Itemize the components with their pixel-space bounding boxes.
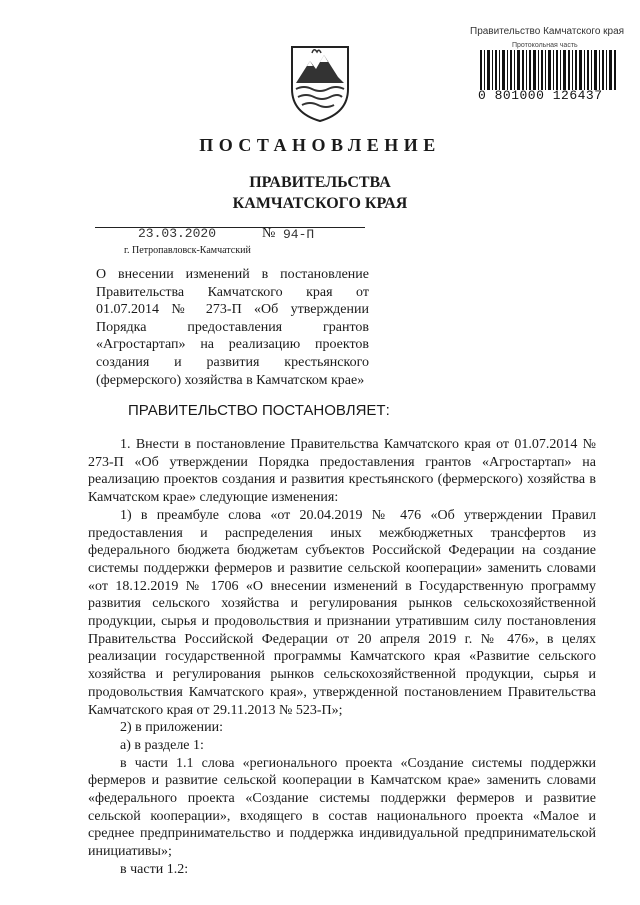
issuer-line-2: КАМЧАТСКОГО КРАЯ [232, 195, 408, 212]
document-date: 23.03.2020 [138, 226, 217, 241]
paragraph-1: 1. Внести в постановление Правительства Камчатского края от 01.07.2014 № 273-П «Об утверждении Порядка предоставления грантов «Агростартап» на реализацию проектов создания и развития крестьянского (фермерского) хозяйства в Камчатском крае» следующие изменения: [88, 437, 596, 506]
number-sign: № [262, 226, 276, 241]
document-number: 94-П [283, 227, 315, 242]
paragraph-5: в части 1.1 слова «регионального проекта «Создание системы поддержки фермеров и развитие сельской кооперации в Камчатском крае» заменить словами «федерального проекта «Создание системы поддержки фермеров и развитие сельской кооперации», входящего в состав национального проекта «Малое и среднее предпринимательство и поддержка индивидуальной предпринимательской инициативы»; [88, 755, 596, 860]
stamp-label: Протокольная часть [512, 42, 578, 49]
document-body [88, 436, 596, 879]
document-type: ПОСТАНОВЛЕНИЕ [199, 135, 441, 155]
paragraph-4: а) в разделе 1: [120, 737, 204, 753]
paragraph-3: 2) в приложении: [120, 720, 223, 736]
barcode-number: 0 801000 126437 [478, 88, 603, 103]
place-of-issue: г. Петропавловск-Камчатский [124, 245, 251, 256]
resolves-heading: ПРАВИТЕЛЬСТВО ПОСТАНОВЛЯЕТ: [128, 402, 390, 419]
stamp-org: Правительство Камчатского края [470, 26, 625, 37]
issuer-line-1: ПРАВИТЕЛЬСТВА [249, 174, 391, 191]
issuer [0, 172, 640, 214]
date-underline [95, 226, 365, 228]
paragraph-2: 1) в преамбуле слова «от 20.04.2019 № 476 «Об утверждении Правил предоставления и распределения иных межбюджетных трансфертов из федерального бюджета бюджетам субъектов Российской Федерации на создание системы поддержки фермеров и развитие сельской кооперации» заменить словами «от 18.12.2019 № 1706 «О внесении изменений в Государственную программу развития сельского хозяйства и регулирования рынков сельскохозяйственной продукции, сырья и продовольствия и признании утратившим силу постановления Правительства Российской Федерации от 20 апреля 2019 г. № 476», в целях реализации государственной программы Камчатского края «Развитие сельского хозяйства и регулирования рынков сельскохозяйственной продукции, сырья и продовольствия Камчатского края», утвержденной постановлением Правительства Камчатского края от 29.11.2013 № 523-П»; [88, 507, 596, 718]
paragraph-6: в части 1.2: [120, 861, 189, 877]
kamchatka-coat-of-arms-icon [288, 43, 352, 123]
barcode-icon [478, 50, 618, 90]
document-title: О внесении изменений в постановление Правительства Камчатского края от 01.07.2014 № 273-П «Об утверждении Порядка предоставления грантов «Агростартап» на реализацию проектов создания и развития крестьянского (фермерского) хозяйства в Камчатском крае» [96, 267, 369, 388]
